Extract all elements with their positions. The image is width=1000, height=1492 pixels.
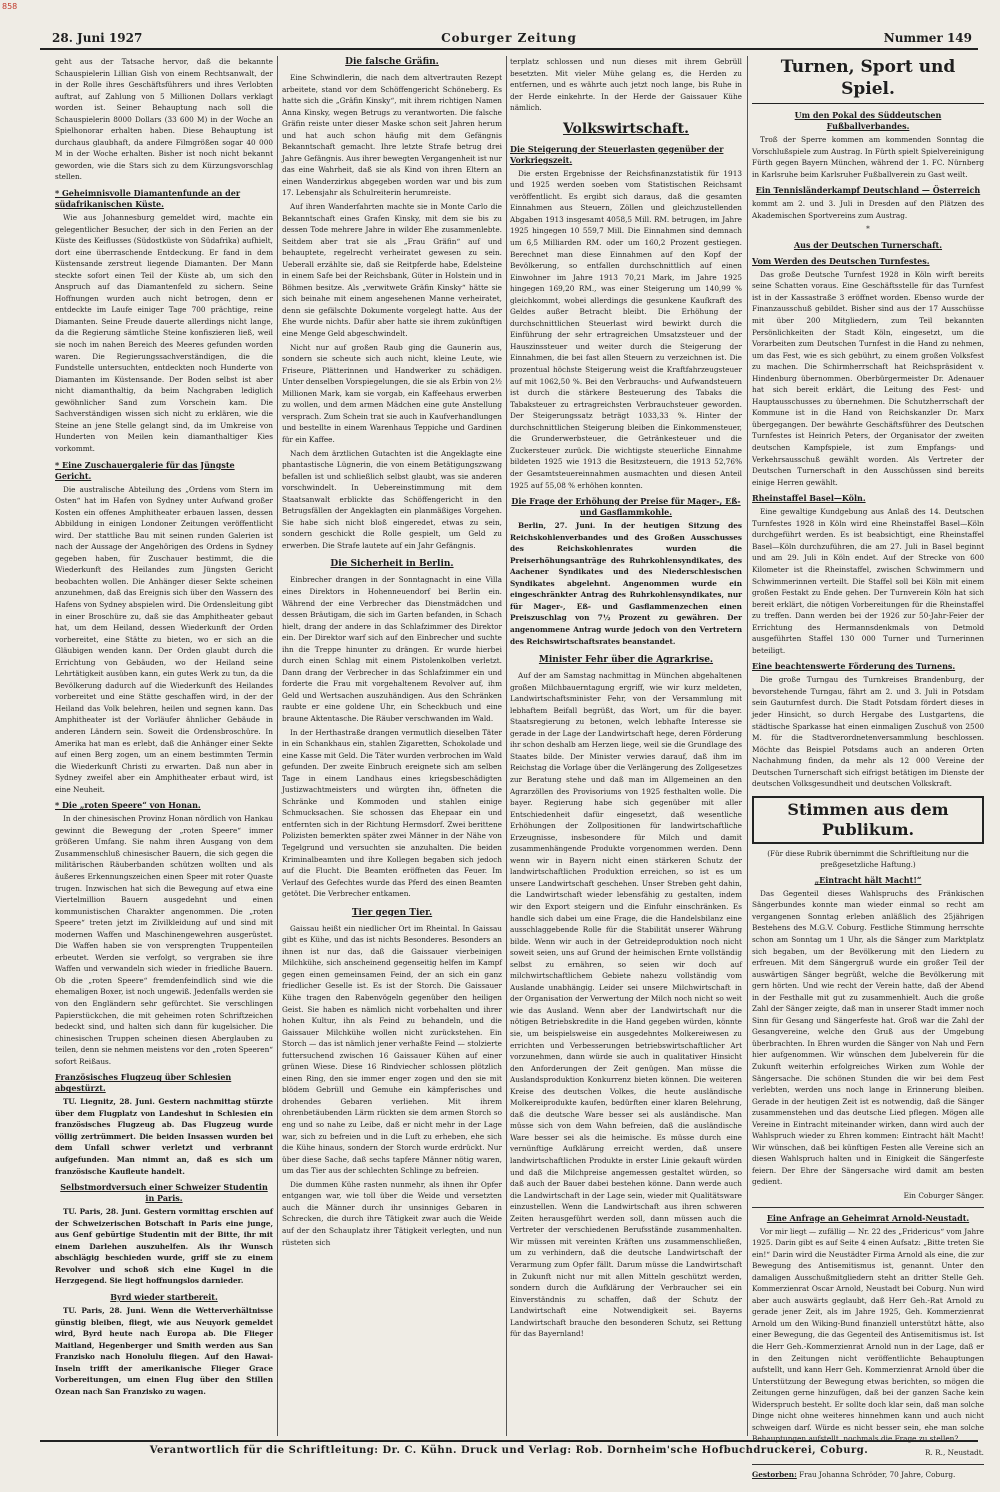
column-4 bbox=[752, 56, 984, 1479]
separator-star: * bbox=[866, 224, 870, 234]
imprint-footer: Verantwortlich für die Schriftleitung: Dr. C. Kühn. Druck und Verlag: Rob. Dornheim'sche Hofbuchdruckerei, Coburg. bbox=[40, 1440, 978, 1456]
article-paragraph: Die australische Abteilung des „Ordens vom Stern im Osten“ hat im Hafen von Sydney unter Aufwand großer Kosten ein offenes Amphitheater erbauen lassen, dessen Abbildung in einigen Londoner Zeitungen veröffentlicht wird. Der stattliche Bau mit seinen runden Galerien ist nach der Aussage der Angehörigen des Ordens in Sydney gegeben haben, für Zuschauer bestimmt, die die Wiederkunft des Heilandes zum Jüngsten Gericht beobachten wollen. Die Anhänger dieser Sekte scheinen anzunehmen, daß das Ereignis sich über den Wassern des Hafens von Sydney abspielen wird. Die Ordensleitung gibt in einer Broschüre zu, daß sie das Amphitheater gebaut hat, um dem Heiland, dessen Wiederkunft der Orden vorbereitet, eine Stätte zu bieten, wo er sich an die Gläubigen wenden kann. Der Orden glaubt durch die Errichtung von Gebäuden, wo der Heiland seine Lehrtätigkeit ausüben kann, ein gutes Werk zu tun, da die Bevölkerung dadurch auf die Wiederkunft des Heilandes vorbereitet und eine Stätte geschaffen wird, in der der Heiland das Volk belehren, heilen und segnen kann. Das Amphitheater ist der Vorläufer ähnlicher Gebäude in anderen Ländern sein. Soweit die Ordensbroschüre. In Amerika hat man es erlebt, daß die Anhänger einer Sekte auf einen Berg zogen, um an einem bestimmten Termin die Wiederkunft Christi zu erwarten. Daß nun aber in Sydney zweifel aber ein Amphitheater erbaut wird, ist eine Neuheit. bbox=[55, 484, 273, 794]
divider bbox=[752, 1207, 984, 1208]
headline-diamanten: * Geheimnisvolle Diamantenfunde an der südafrikanischen Küste. bbox=[55, 188, 241, 210]
column-rule bbox=[277, 56, 278, 1436]
headline-turnerschaft: Aus der Deutschen Turnerschaft. bbox=[793, 239, 943, 250]
section-turnen-sport-spiel: Turnen, Sport und Spiel. bbox=[752, 56, 984, 104]
headline-zuschauergalerie: * Eine Zuschauergalerie für das Jüngste Gericht. bbox=[55, 459, 235, 481]
column-2 bbox=[282, 56, 502, 1436]
article-paragraph: Nach dem ärztlichen Gutachten ist die Angeklagte eine phantastische Lügnerin, die von einem Betätigungszwang befallen ist und schließlich selbst glaubt, was sie anderen vorschwindelt. In Uebereinstimmung mit dem Staatsanwalt erblickte das Schöffengericht in den Betrugsfällen der Angeklagten ein planmäßiges Vorgehen. Sie habe sich nicht bloß eingeredet, etwas zu sein, sondern geschickt die Rolle gespielt, um Geld zu erwerben. Die Strafe lautete auf ein Jahr Gefängnis. bbox=[282, 448, 502, 550]
divider bbox=[752, 1464, 984, 1465]
column-3 bbox=[510, 56, 742, 1436]
article-paragraph: Eine gewaltige Kundgebung aus Anlaß des 14. Deutschen Turnfestes 1928 in Köln wird eine Rheinstaffel Basel—Köln durchgeführt werden. Es ist beabsichtigt, eine Rheinstaffel Basel—Köln durchzuführen, die am 27. Juli in Basel beginnt und am 29. Juli in Köln endet. Auf der Strecke von 600 Kilometer ist die Rheinstaffel, zwischen Schwimmern und Schwimmerinnen verteilt. Die Staffel soll bei Köln mit einem großen Festakt zu Ende gehen. Der Turnverein Köln hat sich bereit erklärt, die nötigen Vorbereitungen für die Rheinstaffel zu treffen. Dann werden bei der 1926 zur 50-Jahr-Feier der Errichtung des Hermannsdenkmals von Detmold ausgeführten Staffel 130 000 Turner und Turnerinnen beteiligt. bbox=[752, 507, 984, 655]
article-paragraph: In der Herthastraße drangen vermutlich dieselben Täter in ein Schankhaus ein, stahlen Zigaretten, Schokolade und eine Kasse mit Geld. Die Täter wurden verbrochen im Wald gefunden. Der zweite Einbruch ereignete sich am selben Tage in einem Landhaus eines kriegsbeschädigten Justizwachtmeisters und würgten ihn, öffneten die Schränke und Kommoden und stahlen einige Schmucksachen. Sie schossen das Ehepaar ein und entfernten sich in der Richtung Hermsdorf. Zwei berittene Polizisten bemerkten später zwei Männer in der Nähe von Tegelgrund und versuchten sie anzuhalten. Die beiden Kriminalbeamten und ihre Kollegen begaben sich jedoch auf die Flucht. Die Beamten eröffneten das Feuer. Im Verlauf des Gefechtes wurde das Pferd des einen Beamten getötet. Die Verbrecher entkamen. bbox=[282, 727, 502, 899]
article-paragraph: Eine Schwindlerin, die nach dem altvertrauten Rezept arbeitete, stand vor dem Schöffengericht Schöneberg. Es hatte sich die „Gräfin Kinsky“, mit ihrem richtigen Namen Anna Kinsky, wegen Betrugs zu verantworten. Die falsche Gräfin reiste unter dieser Maske schon seit Jahren herum und hat auch schon häufig mit dem Gefängnis Bekanntschaft gemacht. Ihre letzte Strafe betrug drei Jahre Gefängnis. Aus ihrer bewegten Vergangenheit ist nur das eine Wahrheit, daß sie als Kind von ihren Eltern an einen Wanderzirkus abgegeben worden war und bis zum 17. Lebensjahr als Schulreiterin herumreiste. bbox=[282, 73, 502, 198]
headline-foerderung: Eine beachtenswerte Förderung des Turnens. bbox=[752, 661, 956, 672]
headline-rheinstaffel: Rheinstaffel Basel—Köln. bbox=[752, 493, 866, 504]
headline-tier-gegen-tier: Tier gegen Tier. bbox=[351, 907, 433, 918]
headline-falsche-graefin: Die falsche Gräfin. bbox=[345, 57, 439, 67]
column-rule bbox=[747, 56, 748, 1436]
masthead-title: Coburger Zeitung bbox=[441, 31, 577, 45]
disclaimer-note: (Für diese Rubrik übernimmt die Schriftleitung nur die preßgesetzliche Haftung.) bbox=[767, 848, 969, 869]
headline-studentin: Selbstmordversuch einer Schweizer Studentin in Paris. bbox=[60, 1182, 268, 1204]
section-stimmen-publikum: Stimmen aus dem Publikum. bbox=[752, 796, 984, 844]
article-paragraph: geht aus der Tatsache hervor, daß die bekannte Schauspielerin Lillian Gish von einem Rechtsanwalt, der in der Rolle ihres Geschäftsführers und ihres Verlobten auftrat, auf Zahlung von 5 Millionen Dollars verklagt worden ist. Seiner Behauptung nach soll die Schauspielerin 8000 Dollars (33 600 M) in der Woche an Spielhonorar erhalten haben. Diese Behauptung ist durchaus glaubhaft, da andere Filmgrößen sogar 40 000 M in der Woche erhalten. Bisher ist noch nicht bekannt geworden, wie die Stars sich zu dem Kürzungsvorschlag stellen. bbox=[55, 57, 273, 182]
article-paragraph: Die dummen Kühe rasten nunmehr, als ihnen ihr Opfer entgangen war, wie toll über die Weide und versetzten auch die Männer durch ihr unsinniges Gebaren in Schrecken, die durch ihre Tätigkeit zwar auch die Weide auf der den Schauplatz ihrer Tätigkeit verlegten, und nun rüsteten sich bbox=[282, 1179, 502, 1247]
article-paragraph: In der chinesischen Provinz Honan nördlich von Hankau gewinnt die Bewegung der „roten Speere“ immer größeren Umfang. Sie nahm ihren Ausgang von dem Zusammenschluß chinesischer Bauern, die sich gegen die militärischen Räuberbanden schützen wollten und als äußeres Erkennungszeichen einen Speer mit roter Quaste trugen. Inzwischen hat sich die Bewegung auf etwa eine Viertelmillion Bauern ausgedehnt und einen kommunistischen Charakter angenommen. Die „roten Speere“ treten jetzt im Zivilkleidung auf und sind mit modernen Waffen und Maschinengewehren ausgerüstet. Die Waffen haben sie von versprengten Truppenteilen erbeutet. Werden sie verfolgt, so vergraben sie ihre Waffen und verwandeln sich wieder in friedliche Bauern. Ob die „roten Speere“ fremdenfeindlich sind wie die ehemaligen Boxer, ist noch ungewiß. Jedenfalls werden sie von den Engländern sehr gefürchtet. Sie verschlingen Papierstückchen, die mit geheimen roten Schriftzeichen bedeckt sind, und halten sich dann für kugelsicher. Die chinesischen Truppen scheinen diesen Aberglauben zu teilen, denn sie nehmen meistens vor den „roten Speeren“ sofort Reißaus. bbox=[55, 814, 273, 1066]
article-paragraph: terplatz schlossen und nun dieses mit ihrem Gebrüll besetzten. Mit vieler Mühe gelang es, die Herden zu entfernen, und es währte auch jetzt noch lange, bis Ruhe in der Herde einkehrte. In der Herde der Gaissauer Kühe nämlich. bbox=[510, 57, 742, 113]
article-paragraph: Das große Deutsche Turnfest 1928 in Köln wirft bereits seine Schatten voraus. Eine Geschäftsstelle für das Turnfest ist in der Kassastraße 3 eröffnet worden. Ebenso wurde der Finanzausschuß gebildet. Bisher sind aus der 17 Ausschüsse mit über 200 Mitgliedern, zum Teil bekannten Persönlichkeiten der Stadt Köln, eingesetzt, um die Vorarbeiten zum Deutschen Turnfest in die Hand zu nehmen, um das Fest, wie es sich gebührt, zu einem großen Volksfest zu machen. Die Schirmherrschaft hat Reichspräsident v. Hindenburg übernommen. Oberbürgermeister Dr. Adenauer hat sich bereit erklärt, die Leitung des Fest- und Hauptausschusses zu übernehmen. Die Schutzherrschaft der Kommune ist in die Hand von Reichskanzler Dr. Marx übergegangen. Der bewährte Geschäftsführer des Deutschen Turnfestes ist Heinrich Peters, der Organisator der zweiten deutschen Kampfspiele, ist zum Empfangs- und Verkehrsausschuß gewählt worden. Als Vertreter der Deutschen Turnerschaft in den Ausschüssen sind bereits einige Herren gewählt. bbox=[752, 269, 984, 487]
article-paragraph: TU. Paris, 28. Juni. Gestern vormittag erschien auf der Schweizerischen Botschaft in Paris eine junge, aus Genf gebürtige Studentin mit der Bitte, ihr mit einem Darlehen auszuhelfen. Als ihr Wunsch abschlägig beschieden wurde, griff sie zu einem Revolver und schoß sich eine Kugel in die Herzgegend. Sie liegt hoffnungslos darnieder. bbox=[55, 1207, 273, 1286]
article-paragraph: TU. Liegnitz, 28. Juni. Gestern nachmittag stürzte über dem Flugplatz von Landeshut in Schlesien ein französisches Flugzeug ab. Das Flugzeug wurde völlig zertrümmert. Die beiden Insassen wurden bei dem Unfall schwer verletzt und verbrannt aufgefunden. Man nimmt an, daß es sich um französische Kaufleute handelt. bbox=[55, 1097, 273, 1176]
headline-turnfest: Vom Werden des Deutschen Turnfestes. bbox=[752, 255, 930, 266]
archive-tag: 858 bbox=[2, 2, 18, 11]
section-volkswirtschaft: Volkswirtschaft. bbox=[562, 120, 690, 137]
headline-steuerlasten: Die Steigerung der Steuerlasten gegenüber der Vorkriegszeit. bbox=[510, 143, 724, 165]
article-paragraph: Wie aus Johannesburg gemeldet wird, machte ein gelegentlicher Besucher, der sich in den Ferien an der Küste des Keiflusses (Südostküste von Südafrika) aufhielt, dort eine überraschende Entdeckung. Er fand in dem Küstensande zerstreut liegende Diamanten. Der Mann steckte sofort einen Teil der Küste ab, um sich den Anspruch auf das Diamantenfeld zu sichern. Seine Hoffnungen wurden auch nicht betrogen, denn er entdeckte im Laufe einiger Tage 700 prächtige, reine Diamanten. Seine Freude dauerte allerdings nicht lange, da die Regierung sämtliche Steine konfiszieren ließ, weil sie noch im nahen Bereich des Meeres gefunden worden waren. Die Regierungssachverständigen, die die Fundstelle untersuchten, entdeckten noch Hunderte von Diamanten im Küstensande. Der Boden selbst ist aber nicht diamanthaltig, da beim Nachgraben lediglich gewöhnlicher Sand zum Vorschein kam. Die Sachverständigen wissen sich nicht zu erklären, wie die Steine an jene Stelle gelangt sind, da im Umkreise von Hunderten von Meilen kein diamanthaltiger Kies vorkommt. bbox=[55, 213, 273, 453]
article-paragraph: Gaissau heißt ein niedlicher Ort im Rheintal. In Gaissau gibt es Kühe, und das ist nichts Besonderes. Besonders an ihnen ist nur das, daß die Gaissauer vierbeinigen Milchkühe, sich anscheinend gegenseitig helfen im Kampf gegen einen gemeinsamen Feind, der an sich ein ganz friedlicher Geselle ist. Es ist der Storch. Die Gaissauer Kühe tragen den Rabenvögeln gegenüber den heiligen Geist. Sie haben es nämlich nicht vorbehalten und ihrer hohen Kultur, ihn als Feind zu behandeln, und die Gaissauer Milchkühe wollen nicht zurückstehen. Ein Storch — das ist nämlich jener verhaßte Feind — stolzierte futtersuchend zwischen 16 Gaissauer Kühen auf einer grünen Wiese. Diese 16 Rindviecher schlossen plötzlich einen Ring, den sie immer enger zogen und den sie mit blödem Gebrüll und Gemuhe ein kämpferisches und drohendes Gebaren verliehen. Mit ihrem ohrenbetäubenden Lärm rückten sie dem armen Storch so eng und so nahe zu Leibe, daß er nicht mehr in der Lage war, sich zu befreien und in die Luft zu erheben, ehe sich die Kühe hinaus, sondern der Storch wurde erdrückt. Nur über diese Sache, daß sechs tapfere Männer nötig waren, um das Tier aus der schlechten Schlinge zu befreien. bbox=[282, 923, 502, 1176]
headline-kohlepreise: Die Frage der Erhöhung der Preise für Mager-, Eß- und Gasflammkohle. bbox=[511, 496, 741, 518]
headline-anfrage: Eine Anfrage an Geheimrat Arnold-Neustadt. bbox=[766, 1212, 970, 1223]
headline-tennis: Ein Tennisländerkampf Deutschland — Österreich bbox=[755, 185, 981, 196]
headline-byrd: Byrd wieder startbereit. bbox=[110, 1291, 218, 1302]
headline-flugzeug: Französisches Flugzeug über Schlesien abgestürzt. bbox=[55, 1072, 232, 1094]
obituary-text: Frau Johanna Schröder, 70 Jahre, Coburg. bbox=[799, 1469, 956, 1479]
masthead-number: Nummer 149 bbox=[883, 31, 972, 45]
article-paragraph: Auf der am Samstag nachmittag in München abgehaltenen großen Milchbauerntagung ergriff, wie wir kurz meldeten, Landwirtschaftsminister Fehr, von der Versammlung mit lebhaftem Beifall begrüßt, das Wort, um für die bayer. Staatsregierung zu betonen, welch lebhafte Interesse sie gerade in der Lage der Landwirtschaft hege, deren Förderung ihr schon deshalb am Herzen liege, weil sie die Grundlage des Staates bilde. Der Minister verwies darauf, daß ihm im Reichstag die Vorlage über die Verlängerung des Zollgesetzes zur Beratung stehe und daß man im Allgemeinen an den Agrarzöllen des Provisoriums von 1925 festhalten wolle. Die bayer. Regierung habe sich gegenüber mit aller Entschiedenheit dafür eingesetzt, daß wesentliche Erhöhungen der Zollpositionen für landwirtschaftliche Erzeugnisse, insbesondere für Milch und damit zusammenhängende Produkte vorgenommen werden. Denn wenn wir in Bayern nicht einen stärkeren Schutz der landwirtschaftlichen Produktion erreichen, so ist es um unsere Landwirtschaft geschehen. Unser Streben geht dahin, die Landwirtschaft wieder lebensfähig zu gestalten, indem wir den Export steigern und die Einfuhr einschränken. Es handle sich dabei um eine Frage, die die Handelsbilanz eine ausschlaggebende Rolle für die Stabilität unserer Währung bilde. Wenn wir auch in der Getreideproduktion noch nicht soweit seien, uns auf Grund der heimischen Ernte vollständig selbst zu ernähren, so seien wir doch auf milchwirtschaftlichem Gebiete nahezu vollständig vom Auslande unabhängig. Leider sei unsere Milchwirtschaft in der Organisation der Verwertung der Milch noch nicht so weit wie das Ausland. Wenn aber der Landwirtschaft nur die nötigen Betriebskredite in die Hand gegeben würden, könnte sie, um beispielsweise ein ausgedehntes Molkereiwesen zu errichten und Verbesserungen betriebswirtschaftlicher Art vorzunehmen, dann würde sie auch in qualitativer Hinsicht den Anforderungen der Zeit genügen. Man müsse die Auslandsproduktion Konkurrenz bieten können. Die weiteren Kreise des deutschen Volkes, die heute ausländische Molkereiprodukte kaufen, bedürften einer klaren Belehrung, daß die deutsche Ware besser sei als ausländische. Man müsse sich von dem Wahn befreien, daß die ausländische Ware besser sei als die heimische. Es müsse durch eine vernünftige Aufklärung erreicht werden, daß unsere landwirtschaftlichen Produkte in erster Linie gekauft würden und daß die Milchpreise angemessen gestaltet würden, so daß auch der Bauer dabei bestehen könne. Dann werde auch die Landwirtschaft in der Lage sein, wieder mit Qualitätsware einzustellen. Wenn die Landwirtschaft aus ihren schweren Zeiten herausgeführt werden soll, dann müssen auch die Vertreter der verschiedenen Berufsstände zusammenhalten. Wir müssen mit vereinten Kräften uns zusammenschließen, um zu verhindern, daß die deutsche Landwirtschaft der Verarmung zum Opfer fällt. Darum müsse die Landwirtschaft in Zukunft nicht nur mit allen Mitteln geschützt werden, sondern durch die Aufklärung der Verbraucher sei ein Einverständnis zu schaffen, daß der Schutz der Landwirtschaft eine Notwendigkeit sei. Bayerns Landwirtschaft brauche den besonderen Schutz, sei Rettung für das Bayernland! bbox=[510, 671, 742, 1339]
article-paragraph: Nicht nur auf großen Raub ging die Gaunerin aus, sondern sie scheute sich auch nicht, kleine Leute, wie Friseure, Plätterinnen und Handwerker zu schädigen. Unter denselben Vorspiegelungen, die sie als Erbin von 2½ Millionen Mark, kam sie vorgab, ein Kaffeehaus erwerben zu wollen, und dem armen Mädchen eine gute Anstellung versprach. Zum Schein trat sie auch in Kaufverhandlungen und bestellte in einem Warenhaus Teppiche und Gardinen für ein Kaffee. bbox=[282, 342, 502, 444]
article-paragraph: Troß der Sperre kommen am kommenden Sonntag die Vorschlußspiele zum Austrag. In Fürth spielt Spielvereinigung Fürth gegen Bayern München, während der 1. FC. Nürnberg in Karlsruhe beim Karlsruher Fußballverein zu Gast weilt. bbox=[752, 135, 984, 179]
letter-signature: Ein Coburger Sänger. bbox=[903, 1191, 984, 1201]
obituary-label: Gestorben: bbox=[752, 1469, 797, 1479]
headline-sicherheit-berlin: Die Sicherheit in Berlin. bbox=[330, 559, 454, 570]
article-paragraph: Vor mir liegt — zufällig — Nr. 22 des „Fridericus“ vom Jahre 1925. Darin gibt es auf Seite 4 einen Aufsatz: „Bitte treten Sie ein!“ Darin wird die Neustädter Firma Arnold als eine, die zur Bewegung des Antisemitismus ist, genannt. Unter den damaligen Ausschußmitgliedern steht an dritter Stelle Geh. Kommerzienrat Oscar Arnold, Neustadt bei Coburg. Nun wird aber auch auswärts geglaubt, daß Herr Geh.-Rat Arnold zu gerade jener Zeit, als im Jahre 1925, Geh. Kommerzienrat Arnold um den Wiking-Bund finanziell unterstützt hätte, also einer Bewegung, die das Gegenteil des Antisemitismus ist. Ist die Herr Geh.-Kommerzienrat Arnold nun in der Lage, daß er in den Zeitungen nicht veröffentlichte Behauptungen aufstellt, und kann Herr Geh. Kommerzienrat Arnold über die Unterstützung der Bewegung etwas berichten, so mögen die Zeitungen gerne hinzufügen, daß bei der ganzen Sache kein Widerspruch besteht. Er sollte doch klar sein, daß man solche Dinge nicht ohne weiteres hinnehmen kann und auch nicht schweigen darf. Würde es nicht besser sein, ehe man solche Behauptungen aufstellt, nochmals die Frage zu stellen? bbox=[752, 1226, 984, 1444]
article-paragraph: Das Gegenteil dieses Wahlspruchs des Fränkischen Sängerbundes konnte man wieder einmal so recht am vergangenen Sonntag erleben anläßlich des 25jährigen Bestehens des M.G.V. Coburg. Festliche Stimmung herrschte schon am Sonntag um 1 Uhr, als die Sänger zum Marktplatz sich begaben, um der Bevölkerung mit den Liedern zu erfreuen. Mit dem Sängergruß wurde ein großer Teil der auswärtigen Sänger begrüßt, welche die Bevölkerung mit gern hörten. Und wie recht der Verein hatte, daß der Abend in der Festhalle mit gut zu zusammenhielt. Auch die große Zahl der Sänger zeigte, daß man in unserer Stadt immer noch Sinn für Gesang und Sängerfeste hat. Groß war die Zahl der Gesangvereine, welche den Gruß aus der Umgebung überbrachten. In Ehren wurden die Sänger von Nah und Fern hier aufgenommen. Wir wünschen dem Jubelverein für die Zukunft weiterhin erfolgreiches Wirken zum Wohle der Sängersache. Die schönen Stunden die wir bei dem Fest verlebten, werden uns noch lange in Erinnerung bleiben. Gerade in der heutigen Zeit ist es notwendig, daß die Sänger zusammenstehen und das deutsche Lied pflegen. Mögen alle Vereine in Eintracht miteinander wirken, dann wird auch der Wahlspruch wieder zu Ehren kommen: Eintracht hält Macht! Wir wünschen, daß bei künftigen Festen alle Vereine sich an diesen Wahlspruch halten und in Einigkeit die Sängerfeste feiern. Der Ehre der Sängersache wird damit am besten gedient. bbox=[752, 888, 984, 1187]
column-rule bbox=[506, 56, 507, 1436]
obituary bbox=[752, 1469, 984, 1481]
article-paragraph: Die große Turngau des Turnkreises Brandenburg, der bevorstehende Turngau, fährt am 2. und 3. Juli in Potsdam sein Gauturnfest durch. Die Stadt Potsdam fördert dieses in jeder Hinsicht, so durch Hergabe des Lustgartens, die städtische Sparkasse hat einen einmaligen Zuschuß von 2500 M. für die Stadtverordnetenversammlung beschlossen. Möchte das Beispiel Potsdams auch an anderen Orten Nachahmung finden, da mehr als 12 000 Vereine der Deutschen Turnerschaft sich eifrigst betätigen im Dienste der deutschen Volksgesundheit und deutschen Volkskraft. bbox=[752, 675, 984, 789]
column-1 bbox=[55, 56, 273, 1436]
article-paragraph: kommt am 2. und 3. Juli in Dresden auf den Plätzen des Akademischen Sportvereins zum Austrag. bbox=[752, 199, 984, 220]
article-paragraph: TU. Paris, 28. Juni. Wenn die Wetterverhältnisse günstig bleiben, fliegt, wie aus Neuyork gemeldet wird, Byrd heute nach Europa ab. Die Flieger Maitland, Hegenberger und Smith werden aus San Franzisko nach Honolulu fliegen. Auf den Hawai-Inseln trifft der amerikanische Flieger Grace Vorbereitungen, um einen Flug über den Stillen Ozean nach San Franzisko zu wagen. bbox=[55, 1305, 273, 1396]
article-paragraph: Auf ihren Wanderfahrten machte sie in Monte Carlo die Bekanntschaft eines Grafen Kinsky, mit dem sie bis zu dessen Tode mehrere Jahre in wilder Ehe zusammenlebte. Seitdem aber trat sie als „Frau Gräfin“ auf und behauptete, regelrecht verheiratet gewesen zu sein. Ueberall erzählte sie, daß sie Reitpferde habe, Edelsteine in einem Safe bei der Reichsbank, Güter in Holstein und in Böhmen besitze. Als „verwitwete Gräfin Kinsky“ hätte sie sich beinahe mit einem angesehenen Manne verheiratet, denn sie gefälschte Dokumente vorgelegt hatte. Aus der Ehe wurde nichts. Dafür aber hatte sie ihrem zukünftigen eine Menge Geld abgeschwindelt. bbox=[282, 202, 502, 339]
article-paragraph: Einbrecher drangen in der Sonntagnacht in eine Villa eines Direktors in Hohenneuendorf bei Berlin ein. Während der eine Verbrecher das Dienstmädchen und dessen Bräutigam, die sich im Garten befanden, in Schach hielt, drang der andere in das Schlafzimmer des Direktor ein. Der Direktor warf sich auf den Einbrecher und suchte ihn die Treppe hinunter zu drängen. Er wurde hierbei durch einen Schlag mit einem Pistolenkolben verletzt. Dann drang der Verbrecher in das Schlafzimmer ein und forderte die Frau mit vorgehaltenem Revolver auf, ihm Geld und Wertsachen auszuhändigen. Aus den Schränken raubte er eine goldene Uhr, ein Scheckbuch und eine braune Aktentasche. Die Räuber verschwanden im Wald. bbox=[282, 575, 502, 723]
article-paragraph: Die ersten Ergebnisse der Reichsfinanzstatistik für 1913 und 1925 werden soeben vom Statistischen Reichsamt veröffentlicht. Es ergibt sich daraus, daß die gesamten Einnahmen aus Steuern, Zöllen und gleichzustellenden Abgaben 1913 insgesamt 4058,5 Mill. RM. betrugen, im Jahre 1925 hingegen 10 559,7 Mill. Die Einnahmen sind demnach um 6,5 Milliarden RM. oder um 160,2 Prozent gestiegen. Berechnet man diese Einnahmen auf den Kopf der Bevölkerung, so entfallen durchschnittlich auf einen Einwohner im Jahre 1913 70,21 Mark, im Jahre 1925 hingegen 169,20 RM., was einer Steigerung um 140,99 % gleichkommt, wobei allerdings die gesunkene Kaufkraft des Geldes außer Betracht bleibt. Die Erhöhung der durchschnittlichen Steuerlast wird bewirkt durch die Einführung der sehr ertragreichen Umsatzsteuer und der Hauszinssteuer und weiter durch die Steigerung der Einnahmen, die bei fast allen Steuern zu verzeichnen ist. Die prozentual höchste Steigerung weist die Kraftfahrzeugsteuer auf mit 1062,50 %. Bei den Verbrauchs- und Aufwandsteuern ist durch die stärkere Besteuerung des Tabaks die Tabaksteuer zu ertragreichsten Verbrauchsteuer geworden. Der Steigerungssatz beträgt 1033,33 %. Hinter der durchschnittlichen Steigerung bleiben die Einkommensteuer, die Grunderwerbsteuer, die Getränkesteuer und die Zuckersteuer zurück. Die wichtigste steuerliche Einnahme bildeten 1925 wie 1913 die Besitzsteuern, die 1913 52,76% der Gesamtsteuereinnahmen ausmachten und diesen Anteil 1925 auf 55,08 % erhöhen konnten. bbox=[510, 168, 742, 490]
headline-minister-fehr: Minister Fehr über die Agrarkrise. bbox=[538, 655, 714, 666]
headline-rote-speere: * Die „roten Speere“ von Honan. bbox=[55, 800, 201, 811]
letter-signature: R. R., Neustadt. bbox=[925, 1447, 984, 1457]
masthead bbox=[40, 30, 978, 50]
article-paragraph: Berlin, 27. Juni. In der heutigen Sitzung des Reichskohlenverbandes und des Großen Ausschusses des Reichskohlenrates wurden die Preiserhöhungsanträge des Ruhrkohlensyndikates, des Aachener Syndikates und des Niederschlesischen Syndikates abgelehnt. Angenommen wurde ein eingeschränkter Antrag des Ruhrkohlensyndikates, nur für Mager-, Eß- und Gasflammenzechen einen Preiszuschlag von 7½ Prozent zu gewähren. Der angenommene Antrag wurde jedoch von den Vertretern des Reichswirtschaftsrates beanstandet. bbox=[510, 521, 742, 646]
headline-pokal: Um den Pokal des Süddeutschen Fußballverbandes. bbox=[794, 110, 942, 131]
masthead-date: 28. Juni 1927 bbox=[52, 31, 143, 45]
headline-eintracht: „Eintracht hält Macht!“ bbox=[814, 874, 922, 885]
